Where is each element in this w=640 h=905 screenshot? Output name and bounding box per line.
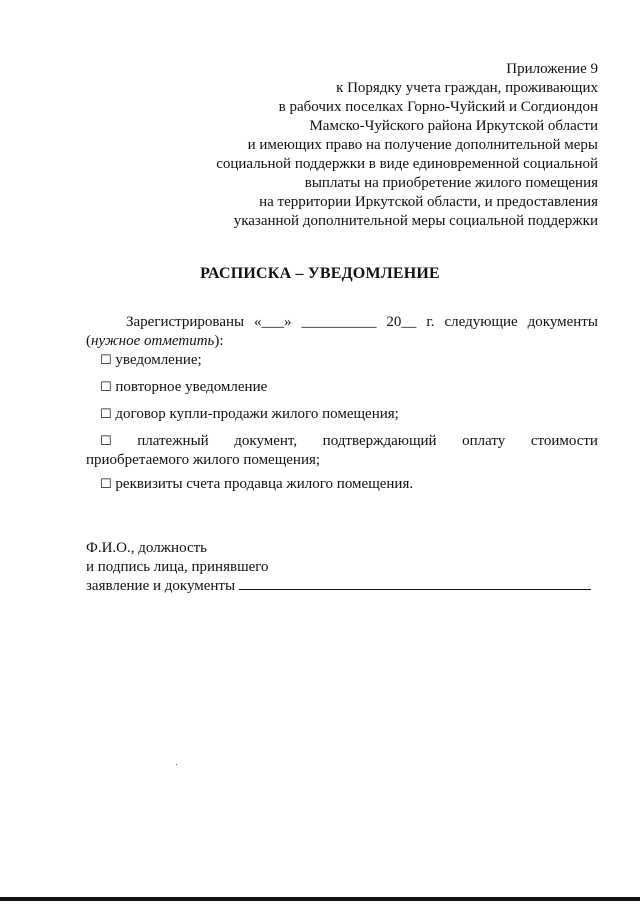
reg-word: г. bbox=[426, 314, 435, 330]
option-word: подтверждающий bbox=[322, 433, 437, 449]
appendix-line: Приложение 9 bbox=[506, 61, 598, 77]
option-notice bbox=[86, 351, 598, 370]
appendix-line: Мамско-Чуйского района Иркутской области bbox=[309, 118, 598, 134]
option-contract bbox=[86, 405, 598, 424]
bottom-border bbox=[0, 897, 640, 901]
appendix-line: социальной поддержки в виде единовременной социальной bbox=[216, 156, 598, 172]
checkbox-icon[interactable]: ☐ bbox=[100, 407, 112, 422]
registration-line bbox=[86, 313, 598, 332]
reg-year-blank: 20__ bbox=[386, 314, 417, 330]
appendix-line: и имеющих право на получение дополнительной меры bbox=[247, 137, 598, 153]
signature-line-with-field bbox=[86, 577, 606, 596]
scan-speck bbox=[176, 764, 177, 765]
registration-paragraph bbox=[86, 313, 598, 351]
signature-line: и подпись лица, принявшего bbox=[86, 559, 269, 575]
checkbox-icon[interactable]: ☐ bbox=[100, 380, 112, 395]
option-word: платежный bbox=[137, 433, 209, 449]
signature-line: Ф.И.О., должность bbox=[86, 540, 208, 556]
appendix-line: выплаты на приобретение жилого помещения bbox=[304, 175, 598, 191]
option-word: оплату bbox=[462, 433, 506, 449]
checkbox-icon[interactable]: ☐ bbox=[100, 477, 112, 492]
option-label: реквизиты счета продавца жилого помещения. bbox=[115, 476, 414, 492]
option-word: стоимости bbox=[530, 433, 598, 449]
appendix-line: на территории Иркутской области, и предоставления bbox=[259, 194, 598, 210]
option-label: договор купли-продажи жилого помещения; bbox=[115, 406, 399, 422]
option-label-cont: приобретаемого жилого помещения; bbox=[86, 452, 321, 468]
signature-label: заявление и документы bbox=[86, 578, 236, 594]
option-label: повторное уведомление bbox=[115, 379, 268, 395]
checkbox-icon[interactable]: ☐ bbox=[100, 353, 112, 368]
appendix-line: указанной дополнительной меры социальной поддержки bbox=[233, 213, 598, 229]
option-payment bbox=[86, 432, 598, 470]
option-seller-account bbox=[86, 475, 598, 494]
note-open: ( bbox=[86, 333, 91, 349]
note-close: ): bbox=[214, 333, 224, 349]
reg-month-blank: __________ bbox=[301, 314, 377, 330]
reg-word: документы bbox=[527, 314, 598, 330]
option-repeat-notice bbox=[86, 378, 598, 397]
document-title: РАСПИСКА – УВЕДОМЛЕНИЕ bbox=[200, 265, 440, 282]
appendix-line: к Порядку учета граждан, проживающих bbox=[336, 80, 598, 96]
checkbox-icon[interactable]: ☐ bbox=[100, 434, 112, 449]
option-label: уведомление; bbox=[115, 352, 202, 368]
reg-word: следующие bbox=[444, 314, 518, 330]
note-text: нужное отметить bbox=[91, 333, 215, 349]
option-word: документ, bbox=[234, 433, 298, 449]
appendix-header bbox=[216, 60, 598, 231]
appendix-line: в рабочих поселках Горно-Чуйский и Согдиондон bbox=[278, 99, 598, 115]
reg-word: Зарегистрированы bbox=[126, 314, 245, 330]
signature-field[interactable] bbox=[239, 577, 591, 590]
registration-note bbox=[86, 332, 598, 351]
reg-day-blank: «___» bbox=[254, 314, 292, 330]
signature-block bbox=[86, 539, 606, 596]
